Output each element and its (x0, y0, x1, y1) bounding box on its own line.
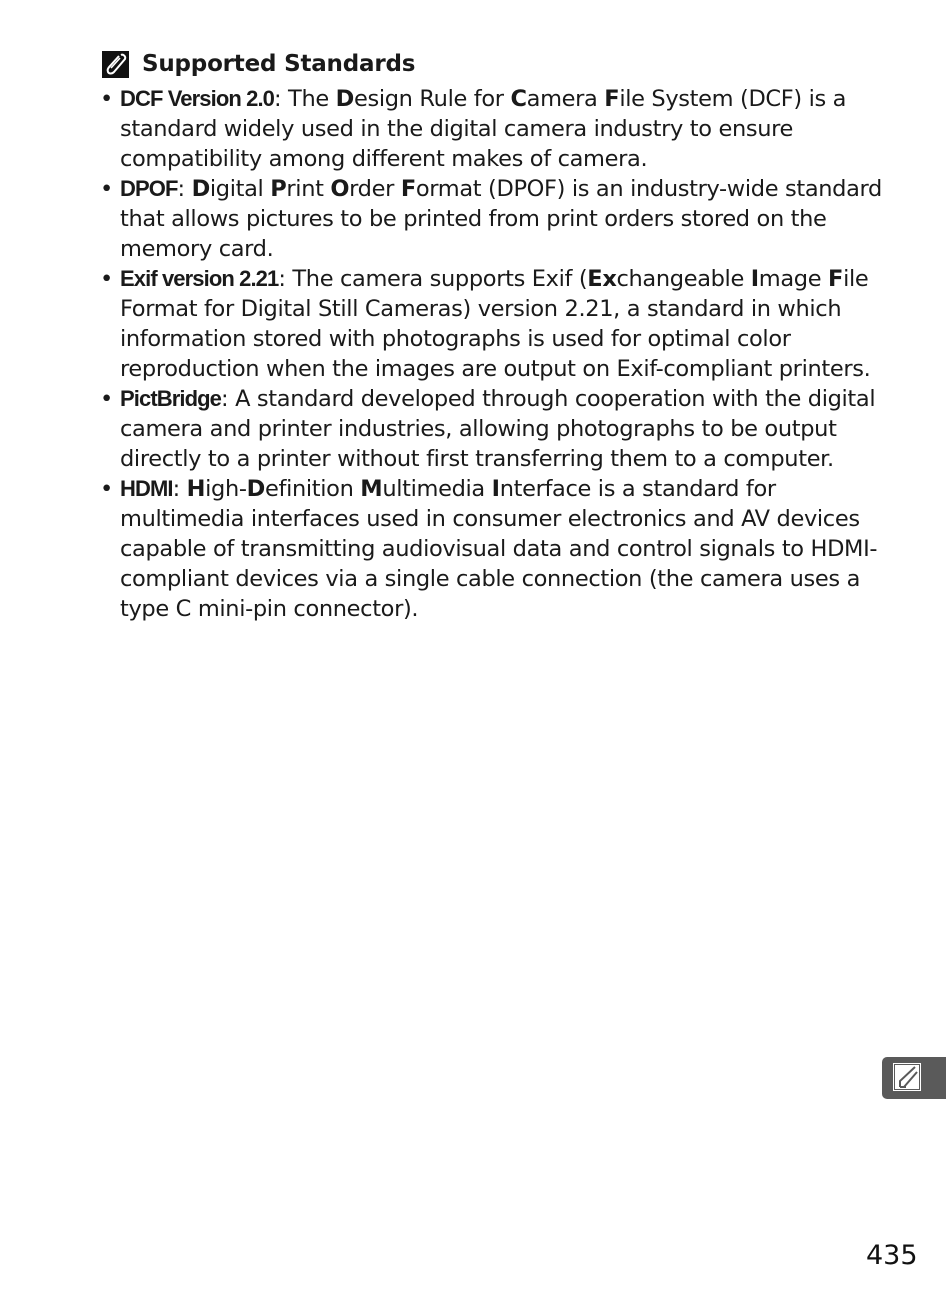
description-text: ile Format for Digital Still Cameras) version 2.21, a standard in which information stored with photographs is used for optimal color reproduction when the images are output on Exif-compliant printers. (120, 266, 871, 382)
notes-section-tab[interactable] (882, 1057, 946, 1099)
standard-term: DCF Version 2.0 (120, 86, 275, 111)
list-item (100, 264, 890, 384)
acronym-letter: H (186, 476, 206, 502)
pencil-note-icon (102, 51, 129, 78)
description-text: igh- (205, 476, 247, 502)
description-text: amera (526, 86, 605, 112)
acronym-letter: C (510, 86, 527, 112)
description-text: : A standard developed through cooperation with the digital camera and printer industries, allowing photographs to be output directly to a printer without first transferring them to a computer. (120, 386, 876, 472)
description-text: rder (349, 176, 401, 202)
description-text: changeable (616, 266, 751, 292)
acronym-letter: D (191, 176, 210, 202)
description-text: efinition (265, 476, 361, 502)
note-header (102, 48, 415, 80)
acronym-letter: F (604, 86, 620, 112)
standard-term: HDMI (120, 476, 173, 501)
standards-list (100, 84, 890, 624)
standard-term: DPOF (120, 176, 178, 201)
acronym-letter: D (335, 86, 354, 112)
acronym-letter: O (330, 176, 350, 202)
acronym-letter: D (246, 476, 265, 502)
acronym-letter: I (750, 266, 759, 292)
description-text: igital (209, 176, 271, 202)
description-text: ultimedia (382, 476, 492, 502)
description-text: nterface is a standard for multimedia interfaces used in consumer electronics and AV devices capable of transmitting audiovisual data and control signals to HDMI-compliant devices via a single cable connection (the camera uses a type C mini-pin connector). (120, 476, 878, 622)
description-text: : The (274, 86, 336, 112)
description-text: ormat (DPOF) is an industry-wide standard that allows pictures to be printed from print orders stored on the memory card. (120, 176, 882, 262)
list-item (100, 174, 890, 264)
page-number: 435 (866, 1240, 918, 1271)
description-text: rint (286, 176, 331, 202)
standard-term: Exif version 2.21 (120, 266, 279, 291)
acronym-letter: M (360, 476, 383, 502)
list-item (100, 384, 890, 474)
description-text: : (177, 176, 192, 202)
list-item (100, 474, 890, 624)
acronym-letter: F (400, 176, 416, 202)
acronym-letter: Ex (587, 266, 617, 292)
note-title: Supported Standards (142, 51, 416, 77)
acronym-letter: I (491, 476, 500, 502)
description-text: esign Rule for (353, 86, 511, 112)
standard-term: PictBridge (120, 386, 222, 411)
acronym-letter: P (270, 176, 287, 202)
description-text: : The camera supports Exif ( (278, 266, 588, 292)
description-text: : (172, 476, 187, 502)
notes-tab-icon (893, 1063, 921, 1091)
list-item (100, 84, 890, 174)
description-text: mage (758, 266, 829, 292)
description-text: ile System (DCF) is a standard widely used in the digital camera industry to ensure compatibility among different makes of camera. (120, 86, 847, 172)
acronym-letter: F (828, 266, 844, 292)
